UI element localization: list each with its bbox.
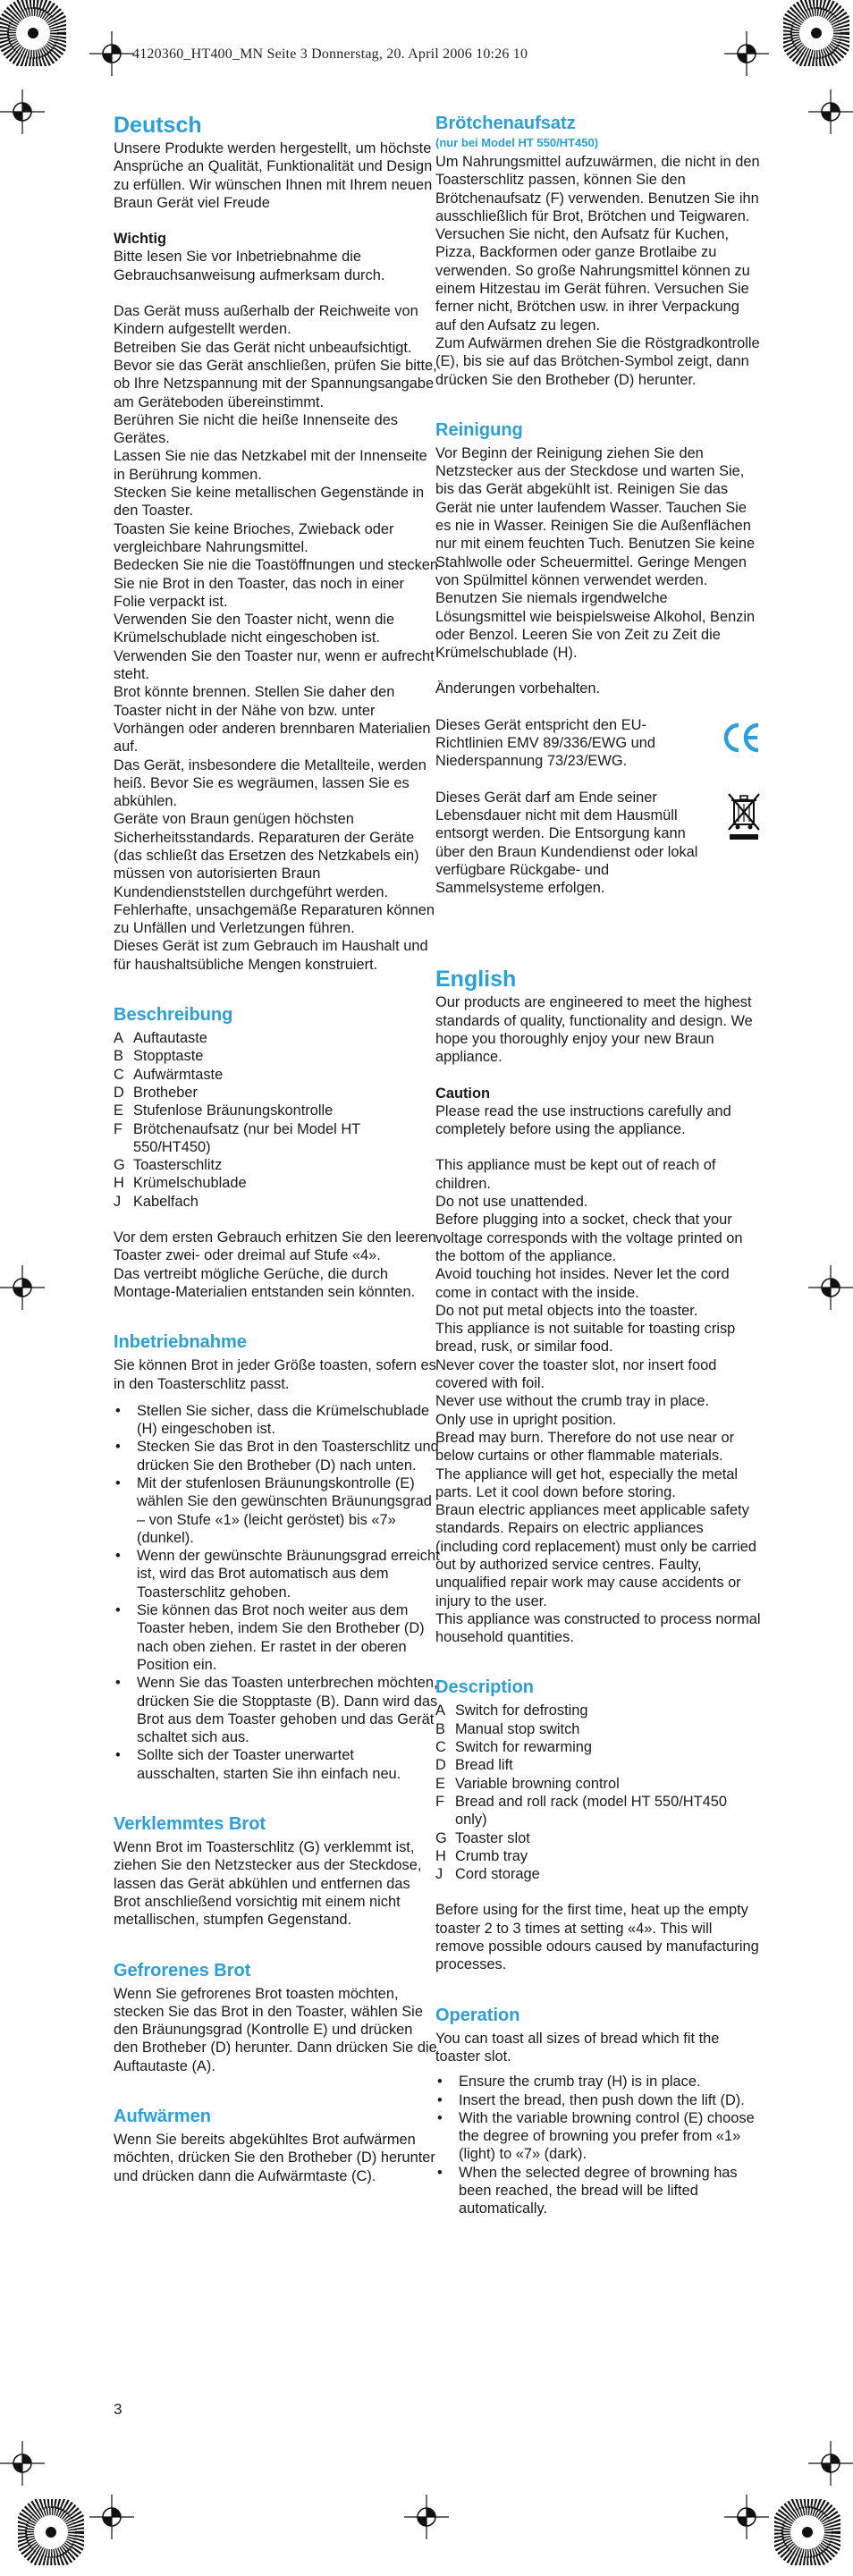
intro-paragraph: Unsere Produkte werden hergestellt, um höchste Ansprüche an Qualität, Funktionalität und Design zu erfüllen. Wir wünschen Ihnen mit Ihrem neuen Braun Gerät viel Freude <box>114 140 433 211</box>
bullet-icon: • <box>115 1402 121 1419</box>
list-item <box>114 1066 440 1084</box>
list-text: Sollte sich der Toaster unerwartet ausschalten, starten Sie ihn einfach neu. <box>137 1747 401 1782</box>
ce-text: Dieses Gerät entspricht den EU-Richtlinien EMV 89/336/EWG und Niederspannung 73/23/EWG. <box>435 716 655 770</box>
list-text: Switch for defrosting <box>455 1702 588 1719</box>
list-text: Kabelfach <box>133 1193 198 1210</box>
list-item <box>435 1756 762 1774</box>
warning-item: Das Gerät muss außerhalb der Reichweite von Kindern aufgestellt werden. <box>114 303 418 338</box>
registration-mark-icon <box>808 1265 853 1310</box>
registration-mark-icon <box>808 89 853 134</box>
bullet-icon: • <box>437 2091 443 2108</box>
warnings-list-en <box>435 1156 762 1646</box>
frozen-text: Wenn Sie gefrorenes Brot toasten möchten, stecken Sie das Brot in den Toaster, wählen Sie den Bräunungsgrad (Kontrolle E) und drücken den Brotheber (D) herunter. Dann drücken Sie die Auftautaste (A). <box>114 1985 437 2074</box>
warning-item: The appliance will get hot, especially the metal parts. Let it cool down before storing. <box>435 1465 739 1500</box>
warning-item: Bedecken Sie nie die Toastöffnungen und stecken Sie nie Brot in den Toaster, das noch in einer Folie verpackt ist. <box>114 557 438 610</box>
print-header: 4120360_HT400_MN Seite 3 Donnerstag, 20. April 2006 10:26 10 <box>132 46 528 62</box>
corner-target-top-right-icon <box>783 0 849 66</box>
list-item <box>114 1438 440 1474</box>
corner-target-bottom-left-icon <box>18 2499 84 2565</box>
list-text: Bread and roll rack (model HT 550/HT450 only) <box>455 1793 727 1829</box>
warnings-list <box>114 302 440 974</box>
registration-mark-icon <box>0 89 45 134</box>
list-item <box>114 1029 440 1047</box>
list-text: Brötchenaufsatz (nur bei Model HT 550/HT450) <box>133 1120 360 1155</box>
warning-item: This appliance was constructed to process normal household quantities. <box>435 1610 761 1646</box>
warning-item: Avoid touching hot insides. Never let the cord come in contact with the inside. <box>435 1266 730 1301</box>
warning-item: Das Gerät, insbesondere die Metallteile, werden heiß. Bevor Sie es wegräumen, lassen Sie es abkühlen. <box>114 756 426 810</box>
list-text: Stufenlose Bräunungskontrolle <box>133 1102 334 1119</box>
list-key: G <box>435 1829 447 1846</box>
list-key: G <box>114 1157 125 1174</box>
operation-intro: Sie können Brot in jeder Größe toasten, sofern es in den Toasterschlitz passt. <box>114 1357 436 1392</box>
list-item <box>435 2073 762 2090</box>
page-number: 3 <box>114 2401 122 2418</box>
warning-item: Dieses Gerät ist zum Gebrauch im Haushalt und für haushaltsübliche Mengen konstruiert. <box>114 938 428 973</box>
list-text: Mit der stufenlosen Bräunungskontrolle (E) wählen Sie den gewünschten Bräunungsgrad – von Stufe «1» (leicht geröstet) bis «7» (dunkel). <box>137 1475 432 1546</box>
warning-item: Only use in upright position. <box>435 1411 617 1428</box>
model-note: (nur bei Model HT 550/HT450) <box>435 136 599 149</box>
bullet-icon: • <box>115 1475 121 1491</box>
ce-row <box>435 716 762 771</box>
warning-item: Geräte von Braun genügen höchsten Sicherheitsstandards. Reparaturen der Geräte (das schließt das Ersetzen des Netzkabels ein) müssen von autorisierten Braun Kundendienststellen durchgeführt werden. Fehlerhafte, unsachgemäße Reparaturen können zu Unfällen und Verletzungen führen. <box>114 811 435 937</box>
list-text: Aufwärmtaste <box>133 1066 224 1083</box>
registration-mark-icon <box>0 1265 45 1310</box>
list-item <box>435 2109 762 2164</box>
parts-list-en <box>435 1702 762 1883</box>
registration-mark-icon <box>724 2495 769 2539</box>
list-key: H <box>435 1847 446 1864</box>
registration-mark-icon <box>89 31 134 76</box>
caution-intro: Bitte lesen Sie vor Inbetriebnahme die Gebrauchsanweisung aufmerksam durch. <box>114 249 385 283</box>
list-item <box>114 1746 440 1783</box>
section-title-verklemmtes-brot: Verklemmtes Brot <box>114 1814 266 1835</box>
jam-text: Wenn Brot im Toasterschlitz (G) verklemmt ist, ziehen Sie den Netzstecker aus der Steckdose, lassen das Gerät abkühlen und entfernen das Brot anschließend vorsichtig mit einem nicht metallischen, stumpfen Gegenstand. <box>114 1839 422 1929</box>
first-use-note-en: Before using for the first time, heat up the empty toaster 2 to 3 times at setting «4». This will remove possible odours caused by manufacturing processes. <box>435 1902 759 1973</box>
warning-item: Never cover the toaster slot, nor insert food covered with foil. <box>435 1356 717 1392</box>
list-text: Manual stop switch <box>455 1720 580 1737</box>
list-key: B <box>435 1720 445 1737</box>
list-item <box>114 1193 440 1211</box>
warning-item: Toasten Sie keine Brioches, Zwieback oder vergleichbare Nahrungsmittel. <box>114 520 394 555</box>
registration-mark-icon <box>89 2495 134 2539</box>
bun-text: Um Nahrungsmittel aufzuwärmen, die nicht in den Toasterschlitz passen, können Sie den Brötchenaufsatz (F) verwenden. Benutzen Sie ihn ausschließlich für Brot, Brötchen und Teigwaren. Versuchen Sie nicht, den Aufsatz für Kuchen, Pizza, Backformen oder ganze Brotlaibe zu verwenden. So große Nahrungsmittel können zu einem Hitzestau im Gerät führen. Versuchen Sie ferner nicht, Brötchen usw. in ihrer Verpackung auf den Aufsatz zu legen. <box>435 154 760 334</box>
warning-item: This appliance is not suitable for toasting crisp bread, rusk, or similar food. <box>435 1321 736 1356</box>
section-title-deutsch: Deutsch <box>114 113 202 138</box>
list-text: When the selected degree of browning has been reached, the bread will be lifted automatically. <box>459 2164 738 2217</box>
section-title-reinigung: Reinigung <box>435 419 523 440</box>
corner-target-bottom-right-icon <box>774 2499 840 2565</box>
list-text: Stecken Sie das Brot in den Toasterschlitz und drücken Sie den Brotheber (D) nach unten. <box>137 1439 439 1474</box>
warning-item: Do not use unattended. <box>435 1194 588 1211</box>
list-item <box>114 1601 440 1674</box>
warning-item: Berühren Sie nicht die heiße Innenseite des Gerätes. <box>114 411 399 447</box>
warning-item: Stecken Sie keine metallischen Gegenstände in den Toaster. <box>114 485 425 519</box>
list-key: E <box>435 1775 445 1792</box>
list-item <box>114 1402 440 1439</box>
list-key: A <box>435 1702 445 1719</box>
list-text: Ensure the crumb tray (H) is in place. <box>459 2073 701 2090</box>
section-title-gefrorenes-brot: Gefrorenes Brot <box>114 1960 251 1981</box>
list-key: H <box>114 1175 124 1192</box>
weee-row <box>435 789 762 898</box>
intro-paragraph-en: Our products are engineered to meet the highest standards of quality, functionality and design. We hope you thoroughly enjoy your new Braun appliance. <box>435 994 753 1066</box>
warning-item: Verwenden Sie den Toaster nur, wenn er aufrecht steht. <box>114 647 435 683</box>
section-title-description: Description <box>435 1677 535 1698</box>
corner-target-top-left-icon <box>0 0 66 66</box>
section-title-inbetriebnahme: Inbetriebnahme <box>114 1332 247 1353</box>
list-text: Toasterschlitz <box>133 1157 223 1174</box>
operation-steps <box>114 1402 440 1783</box>
list-item <box>435 2091 762 2109</box>
list-text: Bread lift <box>455 1757 513 1774</box>
registration-mark-icon <box>0 2441 45 2486</box>
warning-item: Never use without the crumb tray in place. <box>435 1393 710 1410</box>
list-item <box>114 1474 440 1547</box>
warning-item: Verwenden Sie den Toaster nicht, wenn die Krümelschublade nicht eingeschoben ist. <box>114 612 395 646</box>
list-item <box>114 1674 440 1746</box>
cleaning-text: Vor Beginn der Reinigung ziehen Sie den Netzstecker aus der Steckdose und warten Sie, bis das Gerät abgekühlt ist. Reinigen Sie das Gerät nie unter laufendem Wasser. Tauchen Sie es nie in Wasser. Reinigen Sie die Außenflächen nur mit einem feuchten Tuch. Benutzen Sie keine Stahlwolle oder Scheuermittel. Geringe Mengen von Spülmittel können verwendet werden. Benutzen Sie niemals irgendwelche Lösungsmittel wie beispielsweise Alkohol, Benzin oder Benzol. Leeren Sie von Zeit zu Zeit die Krümelschublade (H). <box>435 444 756 662</box>
warning-item: Bevor sie das Gerät anschließen, prüfen Sie bitte, ob Ihre Netzspannung mit der Spannungsangabe am Geräteboden übereinstimmt. <box>114 357 437 410</box>
list-text: Toaster slot <box>455 1829 530 1846</box>
bun-text: Zum Aufwärmen drehen Sie die Röstgradkontrolle (E), bis sie auf das Brötchen-Symbol zeigt, dann drücken Sie den Brotheber (D) herunter. <box>435 334 760 388</box>
bullet-icon: • <box>115 1602 121 1619</box>
registration-mark-icon <box>724 31 769 76</box>
list-item <box>435 1865 762 1883</box>
bullet-icon: • <box>115 1439 121 1456</box>
list-item <box>114 1174 440 1192</box>
caution-heading: Wichtig <box>114 231 167 248</box>
list-item <box>114 1047 440 1065</box>
list-key: E <box>114 1102 123 1119</box>
list-key: F <box>114 1120 123 1137</box>
list-item <box>114 1156 440 1174</box>
bullet-icon: • <box>437 2073 443 2090</box>
list-text: Wenn Sie das Toasten unterbrechen möchten, drücken Sie die Stopptaste (B). Dann wird das Brot aus dem Toaster gehoben und das Gerät schaltet sich aus. <box>137 1675 438 1746</box>
ce-mark-icon <box>721 720 762 756</box>
list-key: J <box>114 1193 122 1210</box>
warning-item: Bread may burn. Therefore do not use near or below curtains or other flammable materials. <box>435 1429 735 1465</box>
list-text: Brotheber <box>133 1084 198 1101</box>
list-text: Krümelschublade <box>133 1175 247 1192</box>
warning-item: Do not put metal objects into the toaster. <box>435 1302 698 1319</box>
list-item <box>435 1702 762 1719</box>
warm-text: Wenn Sie bereits abgekühltes Brot aufwärmen möchten, drücken Sie den Brotheber (D) herunter und drücken dann die Aufwärmtaste (C). <box>114 2132 435 2184</box>
list-item <box>435 1720 762 1738</box>
list-key: D <box>435 1757 446 1774</box>
bullet-icon: • <box>115 1548 121 1565</box>
list-item <box>114 1084 440 1102</box>
warning-item: Betreiben Sie das Gerät nicht unbeaufsichtigt. <box>114 339 412 356</box>
section-title-english: English <box>435 967 517 992</box>
list-item <box>114 1547 440 1601</box>
registration-mark-icon <box>808 2441 853 2486</box>
list-key: B <box>114 1048 123 1065</box>
section-title-broetchenaufsatz: Brötchenaufsatz <box>435 114 576 133</box>
warning-item: Lassen Sie nie das Netzkabel mit der Innenseite in Berührung kommen. <box>114 448 427 483</box>
reserve-note: Änderungen vorbehalten. <box>435 680 601 697</box>
warning-item: Braun electric appliances meet applicable safety standards. Repairs on electric appliances (including cord replacement) must only be carried out by authorized service centres. Faulty, unqualified repair work may cause accidents or injury to the user. <box>435 1502 756 1609</box>
list-item <box>435 1738 762 1756</box>
warning-item: Before plugging into a socket, check that your voltage corresponds with the voltage printed on the bottom of the appliance. <box>435 1212 743 1264</box>
list-text: Variable browning control <box>455 1775 620 1792</box>
bullet-icon: • <box>437 2109 443 2126</box>
list-text: Crumb tray <box>455 1847 528 1864</box>
caution-heading-en: Caution <box>435 1085 491 1102</box>
caution-intro-en: Please read the use instructions carefully and completely before using the appliance. <box>435 1102 731 1138</box>
list-text: Insert the bread, then push down the lift (D). <box>459 2091 745 2108</box>
list-key: C <box>435 1739 446 1756</box>
right-column <box>435 113 762 2218</box>
warning-item: Brot könnte brennen. Stellen Sie daher den Toaster nicht in der Nähe von bzw. unter Vorhängen oder anderen brennbaren Materialien auf. <box>114 684 431 756</box>
list-item <box>435 2164 762 2218</box>
list-item <box>435 1847 762 1865</box>
operation-steps-en <box>435 2073 762 2217</box>
list-text: Stellen Sie sicher, dass die Krümelschublade (H) eingeschoben ist. <box>137 1402 430 1438</box>
registration-mark-icon <box>404 2495 449 2539</box>
list-key: F <box>435 1793 445 1810</box>
bullet-icon: • <box>115 1675 121 1692</box>
list-key: J <box>435 1866 443 1883</box>
list-item <box>114 1102 440 1119</box>
operation-intro-en: You can toast all sizes of bread which fit the toaster slot. <box>435 2030 720 2065</box>
crossed-bin-icon <box>726 790 762 840</box>
list-item <box>435 1793 762 1829</box>
section-title-operation: Operation <box>435 2005 520 2025</box>
list-item <box>435 1829 762 1847</box>
warning-item: This appliance must be kept out of reach of children. <box>435 1157 716 1192</box>
list-text: Auftautaste <box>133 1030 207 1047</box>
bullet-icon: • <box>115 1747 121 1764</box>
list-item <box>435 1775 762 1793</box>
list-key: C <box>114 1066 124 1083</box>
list-text: Sie können das Brot noch weiter aus dem Toaster heben, indem Sie den Brotheber (D) nach oben ziehen. Er rastet in der oberen Position ein. <box>137 1602 425 1673</box>
list-text: Wenn der gewünschte Bräunungsgrad erreicht ist, wird das Brot automatisch aus dem Toasterschlitz gehoben. <box>137 1548 440 1600</box>
disposal-text: Dieses Gerät darf am Ende seiner Lebensdauer nicht mit dem Hausmüll entsorgt werden. Die Entsorgung kann über den Braun Kundendienst oder lokal verfügbare Rückgabe- und Sammelsysteme erfolgen. <box>435 789 698 897</box>
list-text: Cord storage <box>455 1866 540 1883</box>
parts-list <box>114 1029 440 1211</box>
list-key: A <box>114 1030 123 1047</box>
left-column <box>114 113 440 2185</box>
section-title-aufwaermen: Aufwärmen <box>114 2107 211 2127</box>
section-title-beschreibung: Beschreibung <box>114 1005 233 1026</box>
list-key: D <box>114 1084 124 1101</box>
list-text: Stopptaste <box>133 1048 204 1065</box>
bullet-icon: • <box>437 2164 443 2181</box>
first-use-note: Vor dem ersten Gebrauch erhitzen Sie den leeren Toaster zwei- oder dreimal auf Stufe «4». <box>114 1229 436 1264</box>
list-text: Switch for rewarming <box>455 1739 593 1756</box>
list-item <box>114 1120 440 1157</box>
list-text: With the variable browning control (E) choose the degree of browning you prefer from «1» (light) to «7» (dark). <box>459 2109 755 2163</box>
first-use-note: Das vertreibt mögliche Gerüche, die durch Montage-Materialien entstanden sein könnten. <box>114 1265 416 1300</box>
